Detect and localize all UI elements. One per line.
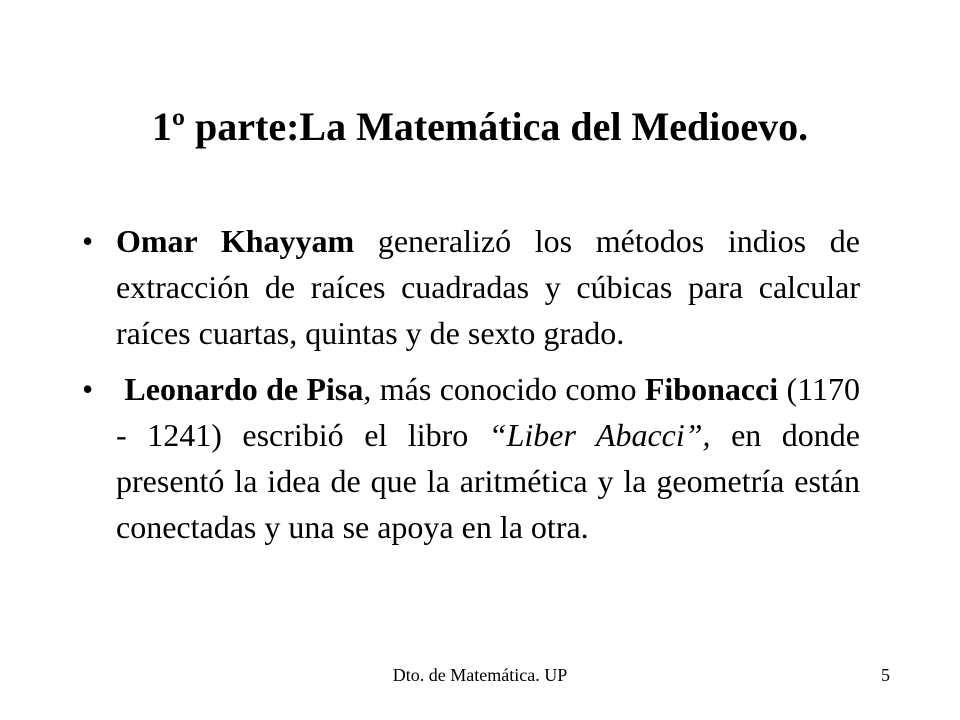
- slide-title: 1º parte:La Matemática del Medioevo.: [151, 104, 809, 149]
- bullet-item-fibonacci: [80, 366, 860, 550]
- bullet-text: generalizó los métodos indios de extracción de raíces cuadradas y cúbicas para calcular raíces cuartas, quintas y de sexto grado.: [116, 223, 861, 351]
- bullet-text: (1170 - 1241) escribió el libro: [116, 371, 861, 453]
- bullet-bold-name: Leonardo de Pisa: [124, 371, 364, 407]
- bullet-dot-icon: •: [82, 371, 94, 407]
- bullet-dot-icon: •: [82, 223, 94, 259]
- bullet-bold-name: Omar Khayyam: [116, 223, 355, 259]
- footer-page-number: 5: [881, 665, 890, 685]
- bullet-text: , más conocido como: [363, 371, 645, 407]
- bullet-list: [80, 218, 860, 550]
- bullet-item-khayyam: [80, 218, 860, 356]
- footer-department: Dto. de Matemática. UP: [392, 665, 568, 685]
- book-title: “Liber Abacci”,: [488, 417, 711, 453]
- bullet-text: en donde presentó la idea de que la aritmética y la geometría están conectadas y una se apoya en la otra.: [116, 417, 860, 545]
- bullet-bold-name-2: Fibonacci: [644, 371, 779, 407]
